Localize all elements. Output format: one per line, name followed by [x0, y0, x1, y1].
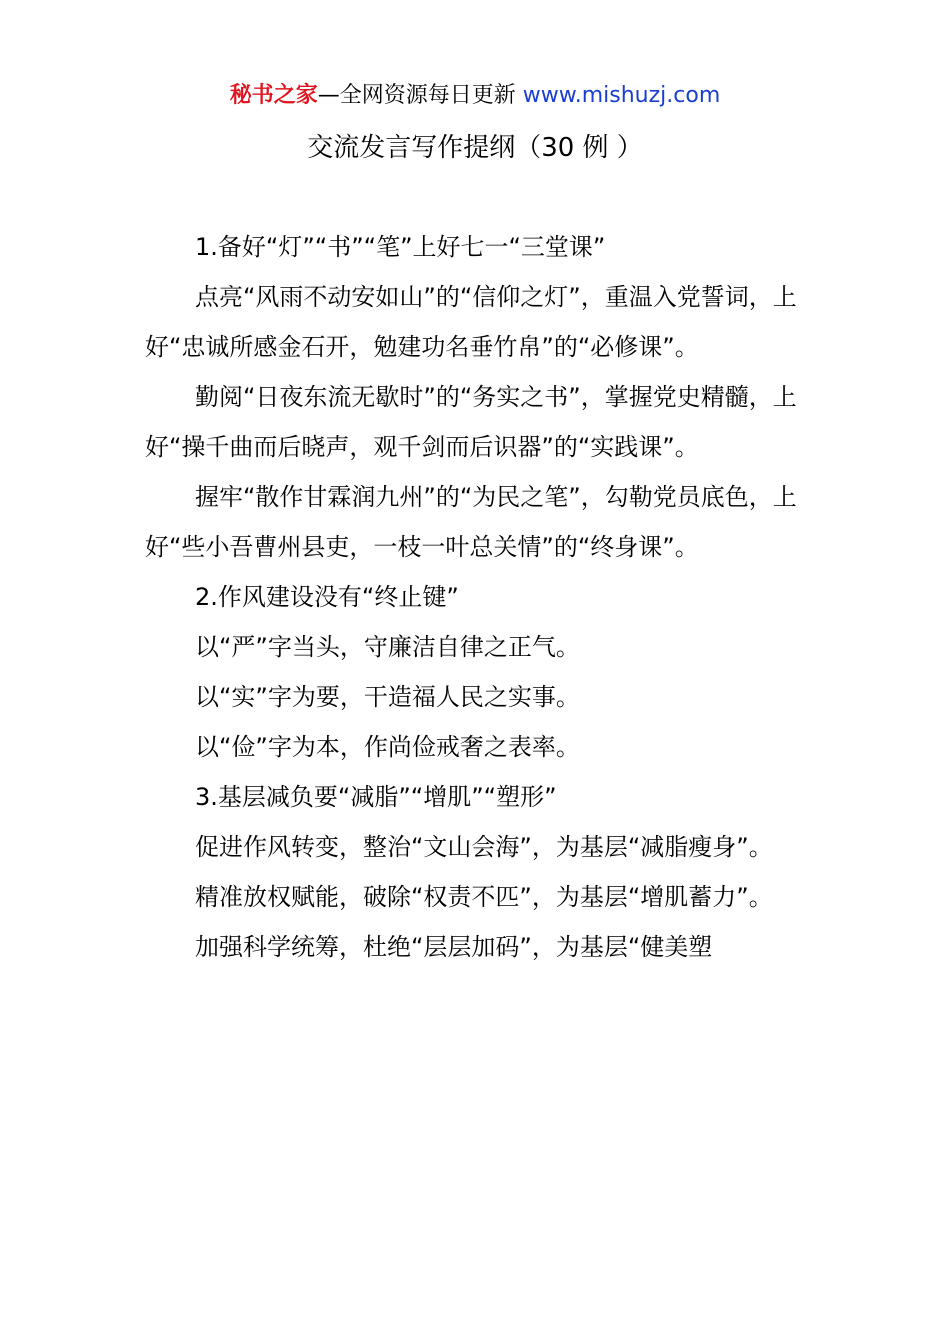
paragraph: 勤阅“日夜东流无歇时”的“务实之书”，掌握党史精髓，上好“操千曲而后晓声，观千剑而后识器”的“实践课”。: [145, 383, 797, 461]
section-heading-1: 1.备好“灯”“书”“笔”上好七一“三堂课”: [195, 233, 606, 261]
document-body: [145, 222, 805, 972]
site-url-link[interactable]: www.mishuzj.com: [522, 83, 721, 108]
document-title: 交流发言写作提纲（30 例 ）: [307, 133, 643, 163]
section-heading-2: 2.作风建设没有“终止键”: [195, 583, 459, 611]
paragraph: 精准放权赋能，破除“权责不匹”，为基层“增肌蓄力”。: [195, 883, 773, 911]
paragraph: 以“实”字为要，干造福人民之实事。: [195, 683, 580, 711]
site-header: [0, 80, 950, 112]
section-heading-3: 3.基层减负要“减脂”“增肌”“塑形”: [195, 783, 557, 811]
paragraph: 加强科学统筹，杜绝“层层加码”，为基层“健美塑: [195, 933, 713, 961]
brand-name: 秘书之家: [229, 83, 318, 108]
paragraph: 促进作风转变，整治“文山会海”，为基层“减脂瘦身”。: [195, 833, 773, 861]
paragraph: 点亮“风雨不动安如山”的“信仰之灯”，重温入党誓词，上好“忠诚所感金石开，勉建功名垂竹帛”的“必修课”。: [145, 283, 797, 361]
header-tagline: —全网资源每日更新: [317, 83, 516, 108]
paragraph: 握牢“散作甘霖润九州”的“为民之笔”，勾勒党员底色，上好“些小吾曹州县吏，一枝一叶总关情”的“终身课”。: [145, 483, 797, 561]
paragraph: 以“俭”字为本，作尚俭戒奢之表率。: [195, 733, 580, 761]
paragraph: 以“严”字当头，守廉洁自律之正气。: [195, 633, 580, 661]
